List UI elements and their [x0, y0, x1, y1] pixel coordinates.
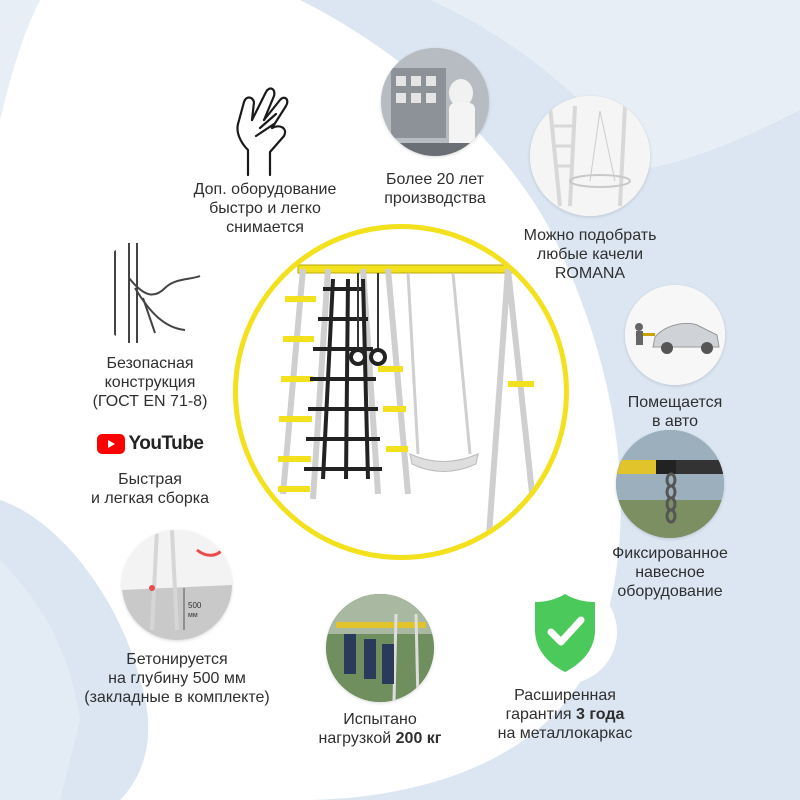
swings-line3: ROMANA	[554, 265, 626, 282]
feature-fixed	[580, 430, 760, 601]
fingers-icon	[230, 80, 300, 180]
depth-unit: мм	[188, 612, 198, 619]
swings-line2: любые качели	[536, 246, 644, 263]
concrete-line3: (закладные в комплекте)	[84, 689, 270, 706]
youtube-logo-text: YouTube	[128, 433, 204, 454]
feature-accessories	[170, 80, 360, 237]
youtube-line1: Быстрая	[118, 471, 182, 488]
warranty-line1: Расширенная	[514, 687, 616, 704]
safe-line2: конструкция	[104, 374, 196, 391]
warranty-line3: на металлокаркас	[497, 725, 633, 742]
car-line2: в авто	[651, 413, 699, 430]
fixed-line3: оборудование	[617, 583, 723, 600]
concrete-line1: Бетонируется	[126, 651, 228, 668]
accessories-line1: Доп. оборудование	[193, 181, 337, 198]
concrete-line2: на глубину 500 мм	[108, 670, 246, 687]
car-photo	[625, 285, 725, 385]
feature-warranty	[480, 580, 650, 743]
safe-line1: Безопасная	[106, 355, 194, 372]
warranty-badge	[513, 580, 617, 684]
warranty-line2-prefix: гарантия	[505, 706, 576, 723]
fixed-line1: Фиксированное	[612, 545, 728, 562]
test-photo	[326, 594, 434, 702]
factory-photo	[381, 48, 489, 156]
tested-line1: Испытано	[343, 711, 417, 728]
chain-photo	[616, 430, 724, 538]
feature-safe	[70, 238, 230, 411]
swing-photo	[530, 96, 650, 216]
experience-line2: производства	[384, 190, 486, 207]
feature-concrete	[52, 530, 302, 707]
youtube-logo[interactable]	[97, 433, 204, 455]
feature-youtube	[60, 433, 240, 508]
youtube-line2: и легкая сборка	[90, 490, 210, 507]
depth-label: 500	[188, 601, 202, 610]
concrete-photo	[122, 530, 232, 640]
feature-car	[600, 285, 750, 431]
fixed-line2: навесное	[635, 564, 705, 581]
car-line1: Помещается	[627, 394, 723, 411]
warranty-line2-bold: 3 года	[575, 706, 625, 723]
feature-swings	[510, 96, 670, 283]
play-icon	[97, 434, 125, 454]
tested-line2-bold: 200 кг	[395, 730, 442, 747]
safe-line3: (ГОСТ EN 71-8)	[92, 393, 208, 410]
experience-line1: Более 20 лет	[386, 171, 484, 188]
swings-line1: Можно подобрать	[523, 227, 657, 244]
accessories-line2: быстро и легко	[209, 200, 321, 217]
feature-tested	[300, 594, 460, 748]
tube-hand-icon	[95, 238, 205, 348]
tested-line2-prefix: нагрузкой	[318, 730, 396, 747]
feature-experience	[365, 48, 505, 208]
accessories-line3: снимается	[226, 219, 304, 236]
